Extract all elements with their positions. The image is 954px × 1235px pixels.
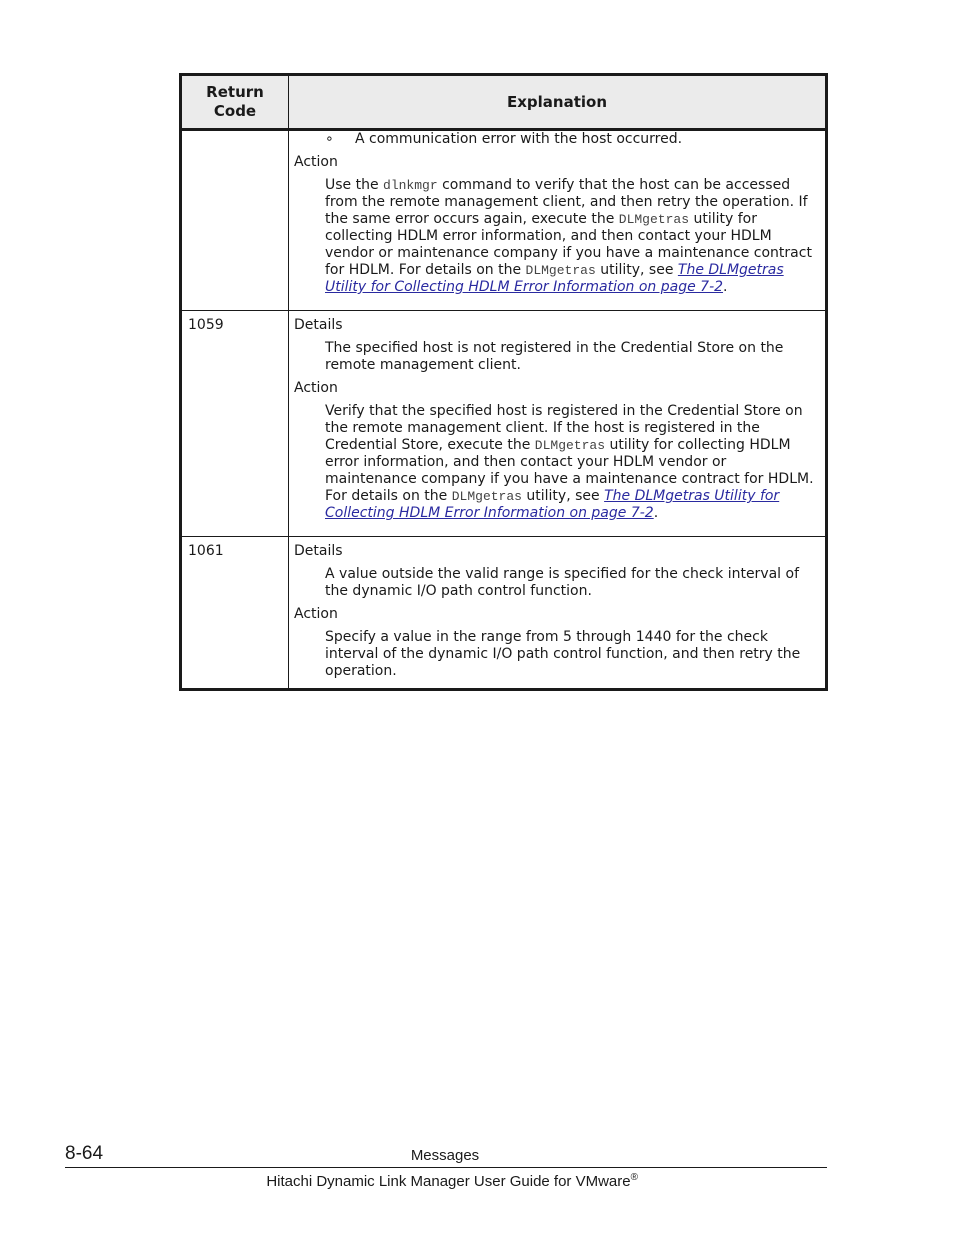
bullet-item <box>325 131 819 148</box>
action-label: Action <box>294 380 338 396</box>
details-label: Details <box>294 317 343 333</box>
bullet-circle-icon: ∘ <box>325 131 334 147</box>
explanation-cell <box>289 537 827 690</box>
page-number: 8-64 <box>65 1143 104 1164</box>
table-row <box>181 311 827 537</box>
footer-section-name: Messages <box>410 1147 480 1164</box>
command-name: dlnkmgr <box>383 178 438 193</box>
cross-reference-link[interactable]: The DLMgetras Utility for Collecting HDLM Error Information on page 7-2 <box>325 488 780 521</box>
table-row <box>181 130 827 311</box>
action-text: Specify a value in the range from 5 through 1440 for the check interval of the dynamic I/O path control function, and then retry the operation. <box>325 629 801 679</box>
action-label: Action <box>294 154 338 170</box>
return-code-cell: 1059 <box>181 311 289 537</box>
action-text: Use the dlnkmgr command to verify that the host can be accessed from the remote management client, and then retry the operation. If the same error occurs again, execute the DLMgetras utility for collecting HDLM error information, and then contact your HDLM vendor or maintenance company if you have a maintenance contract for HDLM. For details on the DLMgetras utility, see The DLMgetras Utility for Collecting HDLM Error Information on page 7-2. <box>325 177 812 295</box>
registered-trademark-icon: ® <box>630 1172 638 1183</box>
details-text: The specified host is not registered in the Credential Store on the remote management client. <box>325 340 784 373</box>
action-text: Verify that the specified host is registered in the Credential Store on the remote management client. If the host is registered in the Credential Store, execute the DLMgetras utility for collecting HDLM error information, and then contact your HDLM vendor or maintenance company if you have a maintenance contract for HDLM. For details on the DLMgetras utility, see The DLMgetras Utility for Collecting HDLM Error Information on page 7-2. <box>325 403 814 521</box>
return-code-table <box>179 73 828 691</box>
header-return-code: Return Code <box>181 75 289 130</box>
header-explanation: Explanation <box>289 75 827 130</box>
details-label: Details <box>294 543 343 559</box>
explanation-cell <box>289 311 827 537</box>
return-code-cell: 1061 <box>181 537 289 690</box>
action-label: Action <box>294 606 338 622</box>
utility-name: DLMgetras <box>534 438 606 453</box>
footer-document-title: Hitachi Dynamic Link Manager User Guide for VMware® <box>266 1172 638 1190</box>
cross-reference-link[interactable]: The DLMgetras Utility for Collecting HDLM Error Information on page 7-2 <box>325 262 784 295</box>
utility-name: DLMgetras <box>618 212 689 227</box>
table-header-row <box>181 75 827 130</box>
return-code-cell <box>181 130 289 311</box>
explanation-cell <box>289 130 827 311</box>
footer-divider <box>65 1167 827 1168</box>
utility-name: DLMgetras <box>525 263 596 278</box>
details-text: A value outside the valid range is specified for the check interval of the dynamic I/O path control function. <box>325 566 800 599</box>
table-row <box>181 537 827 690</box>
bullet-text: A communication error with the host occurred. <box>355 131 683 147</box>
utility-name: DLMgetras <box>451 489 522 504</box>
